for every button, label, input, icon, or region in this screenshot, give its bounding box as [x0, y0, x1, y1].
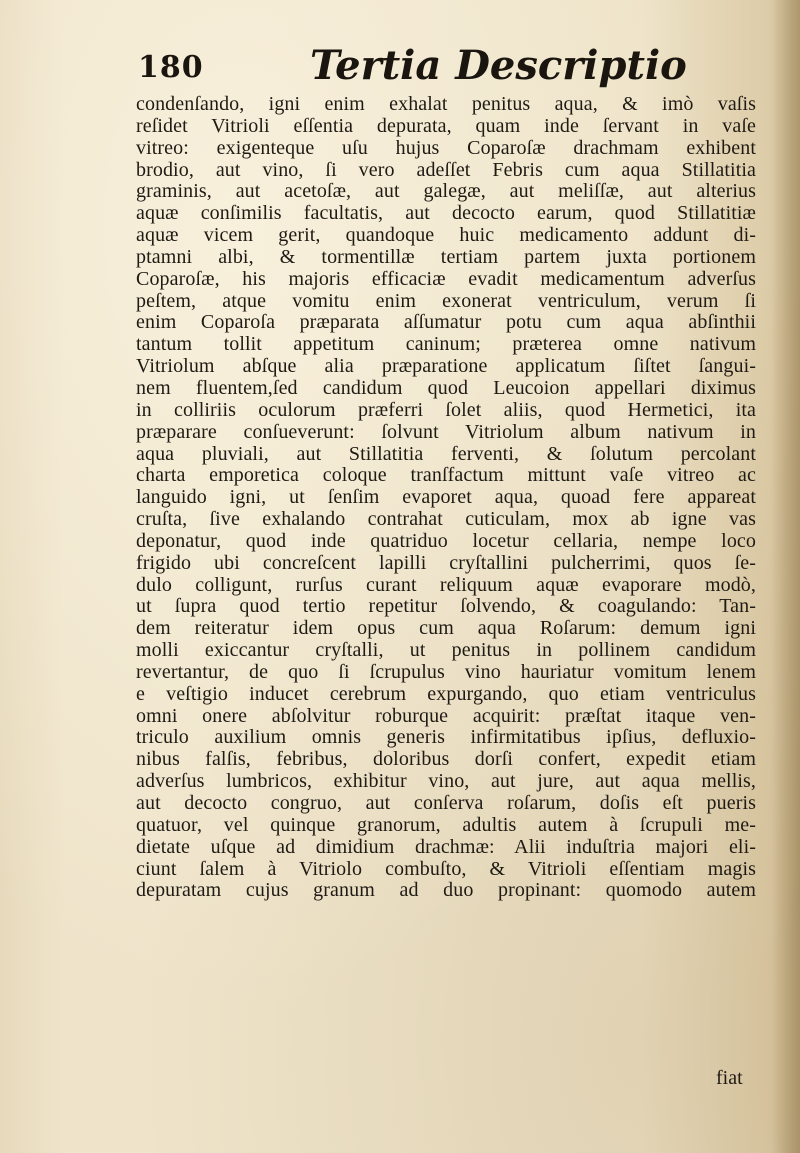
page-number: 180 [138, 50, 204, 85]
body-text [136, 94, 756, 902]
text-line: e veſtigio inducet cerebrum expurgando, quo etiam ventriculus [136, 683, 756, 705]
text-line: depuratam cujus granum ad duo propinant: quomodo autem [136, 880, 756, 902]
text-line: graminis, aut acetoſæ, aut galegæ, aut meliſſæ, aut alterius [136, 181, 756, 203]
text-line: Coparoſæ, his majoris efficaciæ evadit medicamentum adverſus [136, 268, 756, 290]
text-line: revertantur, de quo ſi ſcrupulus vino hauriatur vomitum lenem [136, 661, 756, 683]
text-line: dulo colligunt, rurſus curant reliquum aquæ evaporare modò, [136, 574, 756, 596]
text-line: Vitriolum abſque alia præparatione applicatum ſiſtet ſangui- [136, 356, 756, 378]
text-line: cruſta, ſive exhalando contrahat cuticulam, mox ab igne vas [136, 509, 756, 531]
text-line: nibus falſis, febribus, doloribus dorſi confert, expedit etiam [136, 749, 756, 771]
text-line: omni onere abſolvitur roburque acquirit: præſtat itaque ven- [136, 705, 756, 727]
text-line: in colliriis oculorum præferri ſolet aliis, quod Hermetici, ita [136, 399, 756, 421]
page-edge-shadow [772, 0, 800, 1153]
text-line: tantum tollit appetitum caninum; præterea omne nativum [136, 334, 756, 356]
text-line: aqua pluviali, aut Stillatitia ferventi, & ſolutum percolant [136, 443, 756, 465]
text-line: præparare conſueverunt: ſolvunt Vitriolum album nativum in [136, 421, 756, 443]
text-line: nem fluentem,ſed candidum quod Leucoion appellari diximus [136, 377, 756, 399]
text-line: aquæ conſimilis facultatis, aut decocto earum, quod Stillatitiæ [136, 203, 756, 225]
text-line: peſtem, atque vomitu enim exonerat ventriculum, verum ſi [136, 290, 756, 312]
text-line: aquæ vicem gerit, quandoque huic medicamento addunt di- [136, 225, 756, 247]
text-line: frigido ubi concreſcent lapilli cryſtallini pulcherrimi, quos ſe- [136, 552, 756, 574]
running-header [138, 38, 738, 98]
text-line: brodio, aut vino, ſi vero adeſſet Febris cum aqua Stillatitia [136, 159, 756, 181]
text-line: quatuor, vel quinque granorum, adultis autem à ſcrupuli me- [136, 814, 756, 836]
text-line: adverſus lumbricos, exhibitur vino, aut jure, aut aqua mellis, [136, 771, 756, 793]
text-line: enim Coparoſa præparata aſſumatur potu cum aqua abſinthii [136, 312, 756, 334]
text-line: ut ſupra quod tertio repetitur ſolvendo, & coagulando: Tan- [136, 596, 756, 618]
text-line: ptamni albi, & tormentillæ tertiam partem juxta portionem [136, 246, 756, 268]
text-line: dem reiteratur idem opus cum aqua Roſarum: demum igni [136, 618, 756, 640]
text-line: reſidet Vitrioli eſſentia depurata, quam inde ſervant in vaſe [136, 115, 756, 137]
text-line: deponatur, quod inde quatriduo locetur cellaria, nempe loco [136, 530, 756, 552]
text-line: languido igni, ut ſenſim evaporet aqua, quoad fere appareat [136, 487, 756, 509]
running-title: Tertia Descriptio [310, 42, 687, 89]
catchword: fiat [716, 1067, 743, 1089]
text-line: triculo auxilium omnis generis infirmitatibus ipſius, defluxio- [136, 727, 756, 749]
text-line: ciunt ſalem à Vitriolo combuſto, & Vitrioli eſſentiam magis [136, 858, 756, 880]
text-line: dietate uſque ad dimidium drachmæ: Alii induſtria majori eli- [136, 836, 756, 858]
text-line: charta emporetica coloque tranſfactum mittunt vaſe vitreo ac [136, 465, 756, 487]
text-line: condenſando, igni enim exhalat penitus aqua, & imò vaſis [136, 94, 756, 115]
text-line: vitreo: exigenteque uſu hujus Coparoſæ drachmam exhibent [136, 137, 756, 159]
text-line: aut decocto congruo, aut conſerva roſarum, doſis eſt pueris [136, 793, 756, 814]
text-line: molli exiccantur cryſtalli, ut penitus in pollinem candidum [136, 640, 756, 662]
